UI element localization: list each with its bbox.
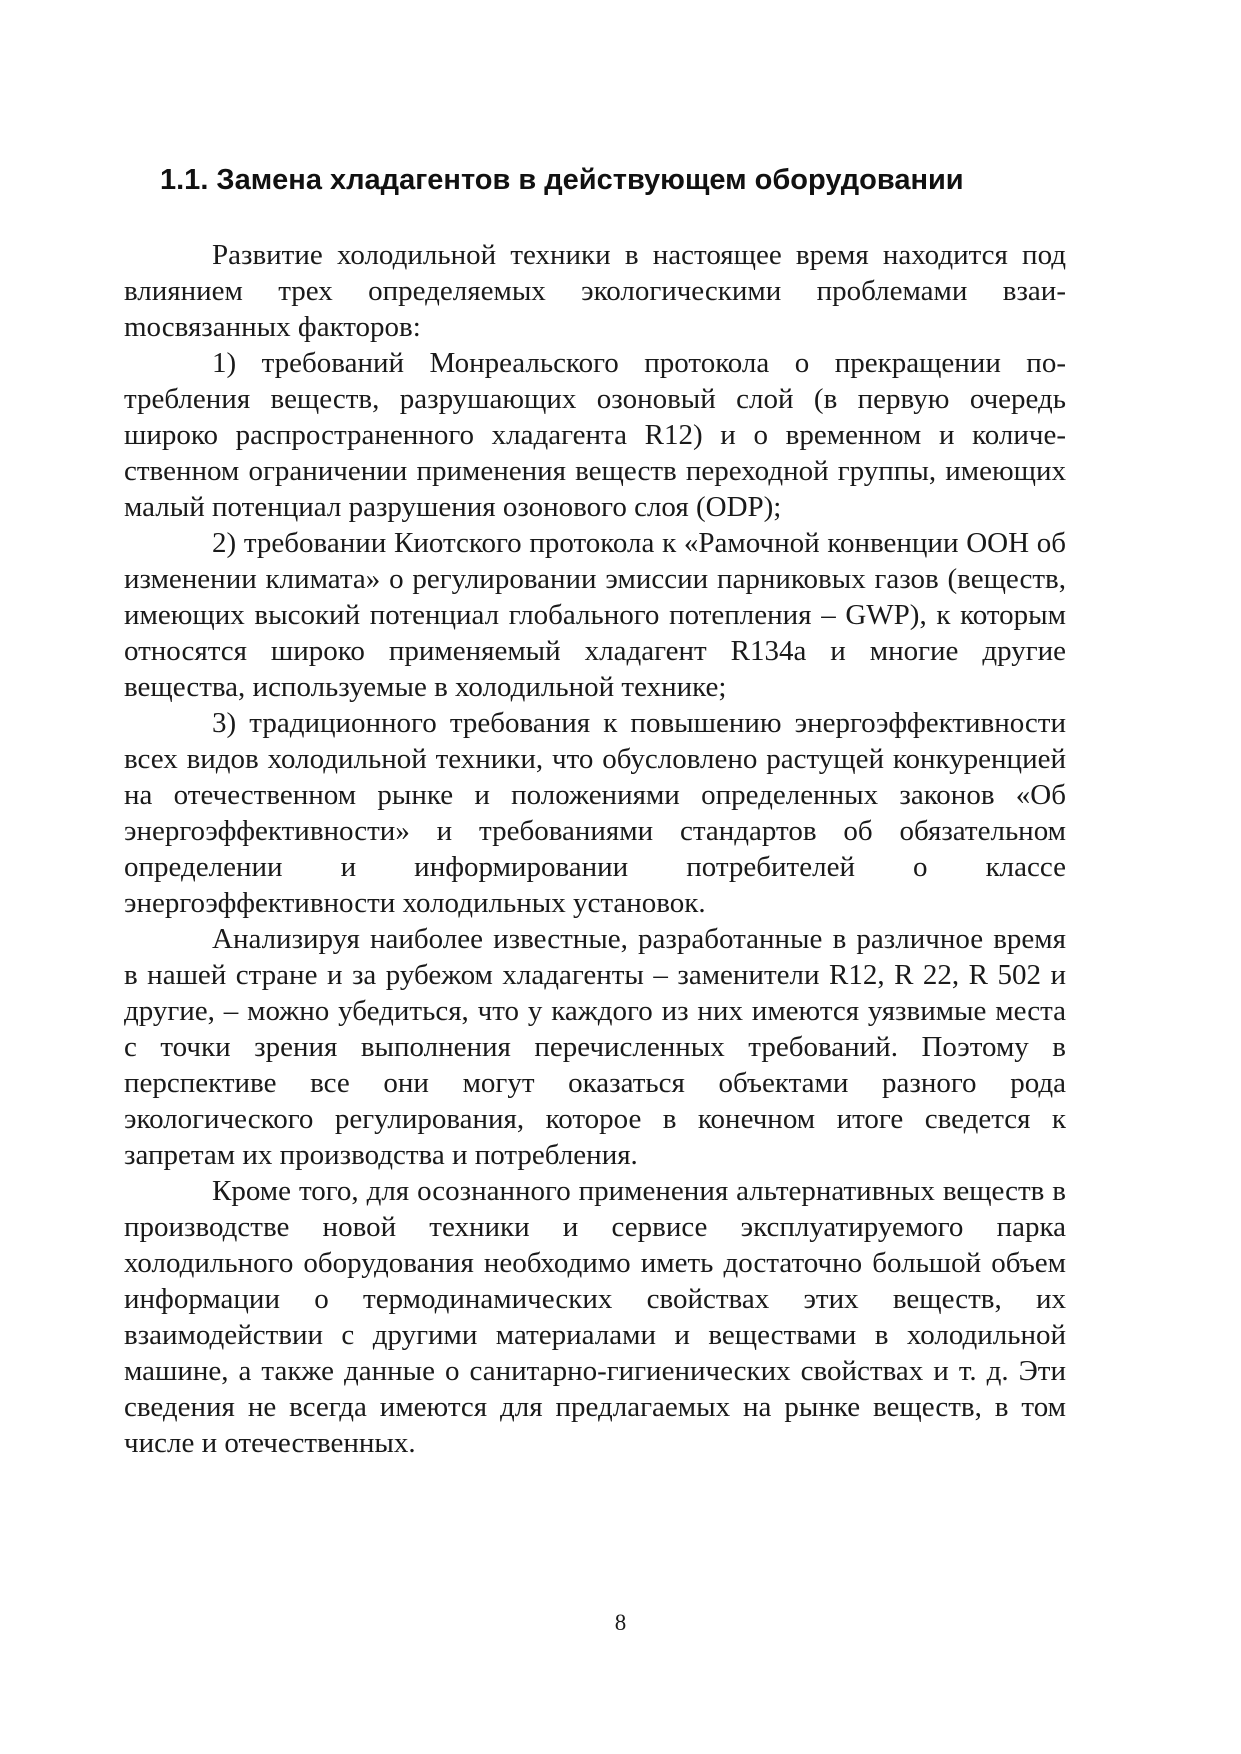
paragraph-item-2: 2) требовании Киотского протокола к «Рамочной конвенции ООН об изменении климата» о регулировании эмиссии парниковых газов (веществ, имеющих высокий потенциал глобального потепления – GWP), к которым относятся широко применяемый хладагент R134a и многие другие вещества, используемые в холодильной технике; (124, 527, 1066, 703)
page-number: 8 (614, 1610, 627, 1635)
paragraph-analysis: Анализируя наиболее известные, разработанные в различное время в нашей стране и за рубежом хладагенты – заменители R12, R 22, R 502 и другие, – можно убедиться, что у каждого из них имеются уязвимые места с точки зрения выполнения перечисленных требований. Поэтому в перспективе все они могут оказаться объектами разного рода экологического регулирования, которое в конечном итоге сведется к запретам их производства и потребления. (124, 923, 1066, 1171)
section-heading: 1.1. Замена хладагентов в действующем оборудовании (160, 164, 964, 196)
paragraph-item-3: 3) традиционного требования к повышению энергоэффективности всех видов холодильной техники, что обусловлено растущей конкуренцией на отечественном рынке и положениями определенных законов «Об энергоэффективности» и требованиями стандартов об обязательном определении и информировании потребителей о классе энергоэффективности холодильных установок. (124, 707, 1066, 919)
paragraph-intro: Развитие холодильной техники в настоящее время находится под влиянием трех определяемых экологическими проблемами взаиmосвязанных факторов: (124, 239, 1066, 343)
paragraph-item-1: 1) требований Монреальского протокола о прекращении потребления веществ, разрушающих озоновый слой (в первую очередь широко распространенного хладагента R12) и о временном и количественном ограничении применения веществ переходной группы, имеющих малый потенциал разрушения озонового слоя (ODP); (124, 347, 1066, 523)
body-text (124, 237, 1066, 1461)
paragraph-conclusion: Кроме того, для осознанного применения альтернативных веществ в производстве новой техники и сервисе эксплуатируемого парка холодильного оборудования необходимо иметь достаточно большой объем информации о термодинамических свойствах этих веществ, их взаимодействии с другими материалами и веществами в холодильной машине, а также данные о санитарно-гигиенических свойствах и т. д. Эти сведения не всегда имеются для предлагаемых на рынке веществ, в том числе и отечественных. (124, 1175, 1066, 1459)
